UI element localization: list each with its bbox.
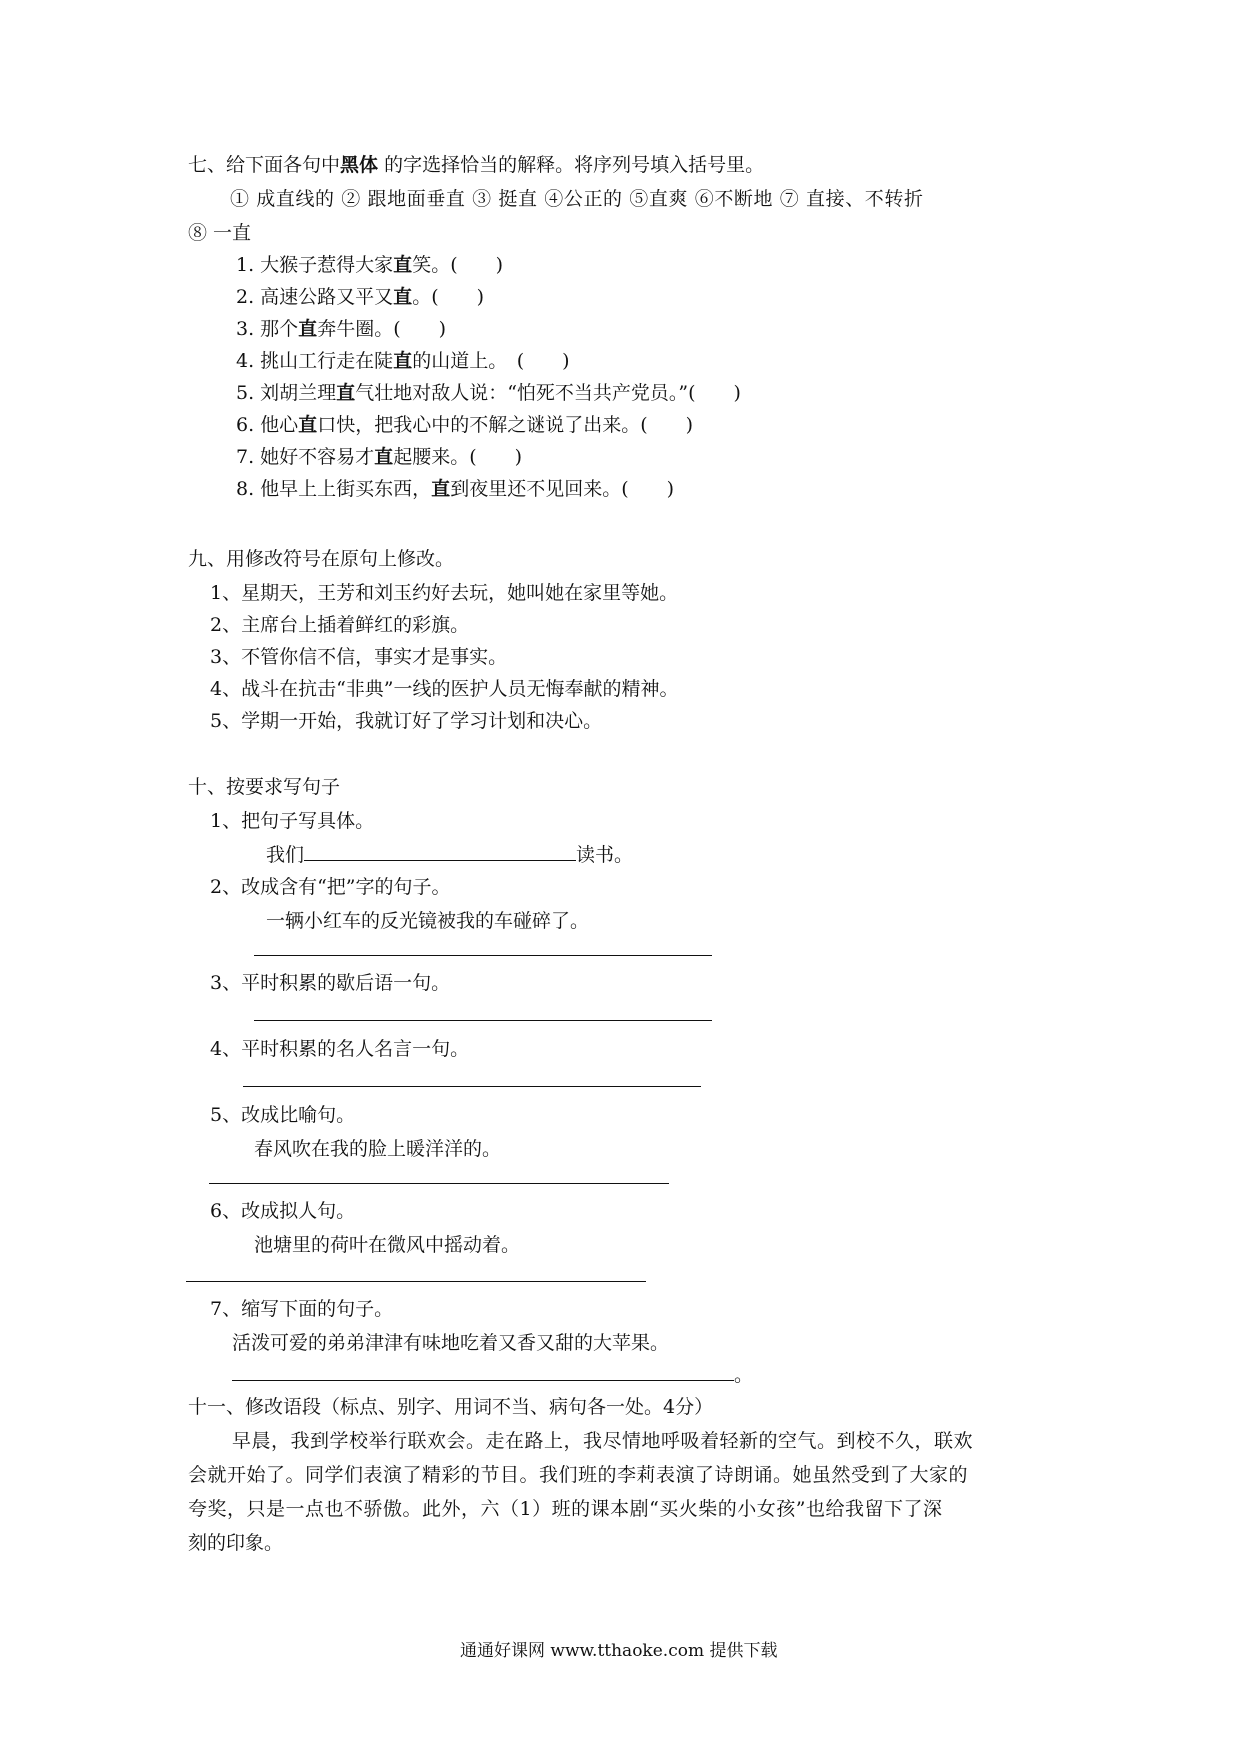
sec11-para-line-1: 早晨，我到学校举行联欢会。走在路上，我尽情地呼吸着轻新的空气。到校不久，联欢	[232, 1430, 974, 1452]
sec7-item-1: 1. 大猴子惹得大家直笑。( )	[236, 254, 504, 276]
sec10-q5: 5、改成比喻句。	[210, 1104, 356, 1126]
sec9-item-3: 3、不管你信不信，事实才是事实。	[210, 646, 508, 668]
sec10-q7-text: 活泼可爱的弟弟津津有味地吃着又香又甜的大苹果。	[232, 1332, 670, 1354]
sec10-q1: 1、把句子写具体。	[210, 810, 375, 832]
sec10-q1-sentence	[266, 842, 633, 868]
answer-line-2[interactable]	[254, 955, 712, 956]
section-7-title-text: 七、给下面各句中	[188, 154, 341, 176]
sec7-item-2: 2. 高速公路又平又直。( )	[236, 286, 485, 308]
sec10-q6: 6、改成拟人句。	[210, 1200, 356, 1222]
section-9-title: 九、用修改符号在原句上修改。	[188, 548, 455, 570]
sec11-para-line-4: 刻的印象。	[188, 1532, 284, 1554]
section-7-options-cont: ⑧ 一直	[188, 222, 252, 244]
sec11-para-line-2: 会就开始了。同学们表演了精彩的节目。我们班的李莉表演了诗朗诵。她虽然受到了大家的	[188, 1464, 969, 1486]
sec10-q7-period: 。	[734, 1364, 754, 1386]
sec9-item-5: 5、学期一开始，我就订好了学习计划和决心。	[210, 710, 603, 732]
answer-line-6[interactable]	[186, 1281, 646, 1282]
sec10-q4: 4、平时积累的名人名言一句。	[210, 1038, 470, 1060]
sec10-q7: 7、缩写下面的句子。	[210, 1298, 394, 1320]
sec7-item-4: 4. 挑山工行走在陡直的山道上。 ( )	[236, 350, 570, 372]
sec7-item-7: 7. 她好不容易才直起腰来。( )	[236, 446, 523, 468]
sec10-q1-pre: 我们	[266, 844, 305, 866]
sec11-para-line-3: 夸奖，只是一点也不骄傲。此外，六（1）班的课本剧“买火柴的小女孩”也给我留下了深	[188, 1498, 943, 1520]
section-7-title-text-end: 的字选择恰当的解释。将序列号填入括号里。	[378, 154, 765, 176]
sec9-item-1: 1、星期天，王芳和刘玉约好去玩，她叫她在家里等她。	[210, 582, 679, 604]
sec10-q1-post: 读书。	[576, 844, 634, 866]
sec10-q2-text: 一辆小红车的反光镜被我的车碰碎了。	[266, 910, 590, 932]
sec7-item-3: 3. 那个直奔牛圈。( )	[236, 318, 447, 340]
answer-line-4[interactable]	[243, 1086, 701, 1087]
section-10-title: 十、按要求写句子	[188, 776, 341, 798]
answer-line-5[interactable]	[209, 1183, 669, 1184]
sec10-q5-text: 春风吹在我的脸上暖洋洋的。	[254, 1138, 502, 1160]
section-7-options: ① 成直线的 ② 跟地面垂直 ③ 挺直 ④公正的 ⑤直爽 ⑥不断地 ⑦ 直接、不转折	[230, 188, 924, 210]
sec9-item-2: 2、主席台上插着鲜红的彩旗。	[210, 614, 470, 636]
answer-blank[interactable]	[304, 842, 576, 861]
answer-line-3[interactable]	[254, 1020, 712, 1021]
sec10-q3: 3、平时积累的歇后语一句。	[210, 972, 451, 994]
sec7-item-6: 6. 他心直口快，把我心中的不解之谜说了出来。( )	[236, 414, 694, 436]
sec9-item-4: 4、战斗在抗击“非典”一线的医护人员无悔奉献的精神。	[210, 678, 679, 700]
section-7-title	[188, 152, 764, 178]
footer-credit: 通通好课网 www.tthaoke.com 提供下载	[460, 1641, 778, 1661]
sec10-q6-text: 池塘里的荷叶在微风中摇动着。	[254, 1234, 521, 1256]
section-7-title-bold: 黑体	[340, 154, 379, 176]
sec10-q2: 2、改成含有“把”字的句子。	[210, 876, 451, 898]
sec7-item-5: 5. 刘胡兰理直气壮地对敌人说：“怕死不当共产党员。”( )	[236, 382, 741, 404]
section-11-title: 十一、修改语段（标点、别字、用词不当、病句各一处。4分）	[188, 1396, 714, 1418]
answer-blank-7[interactable]	[232, 1362, 734, 1381]
sec10-q7-answer	[232, 1362, 753, 1388]
sec7-item-8: 8. 他早上上街买东西，直到夜里还不见回来。( )	[236, 478, 675, 500]
